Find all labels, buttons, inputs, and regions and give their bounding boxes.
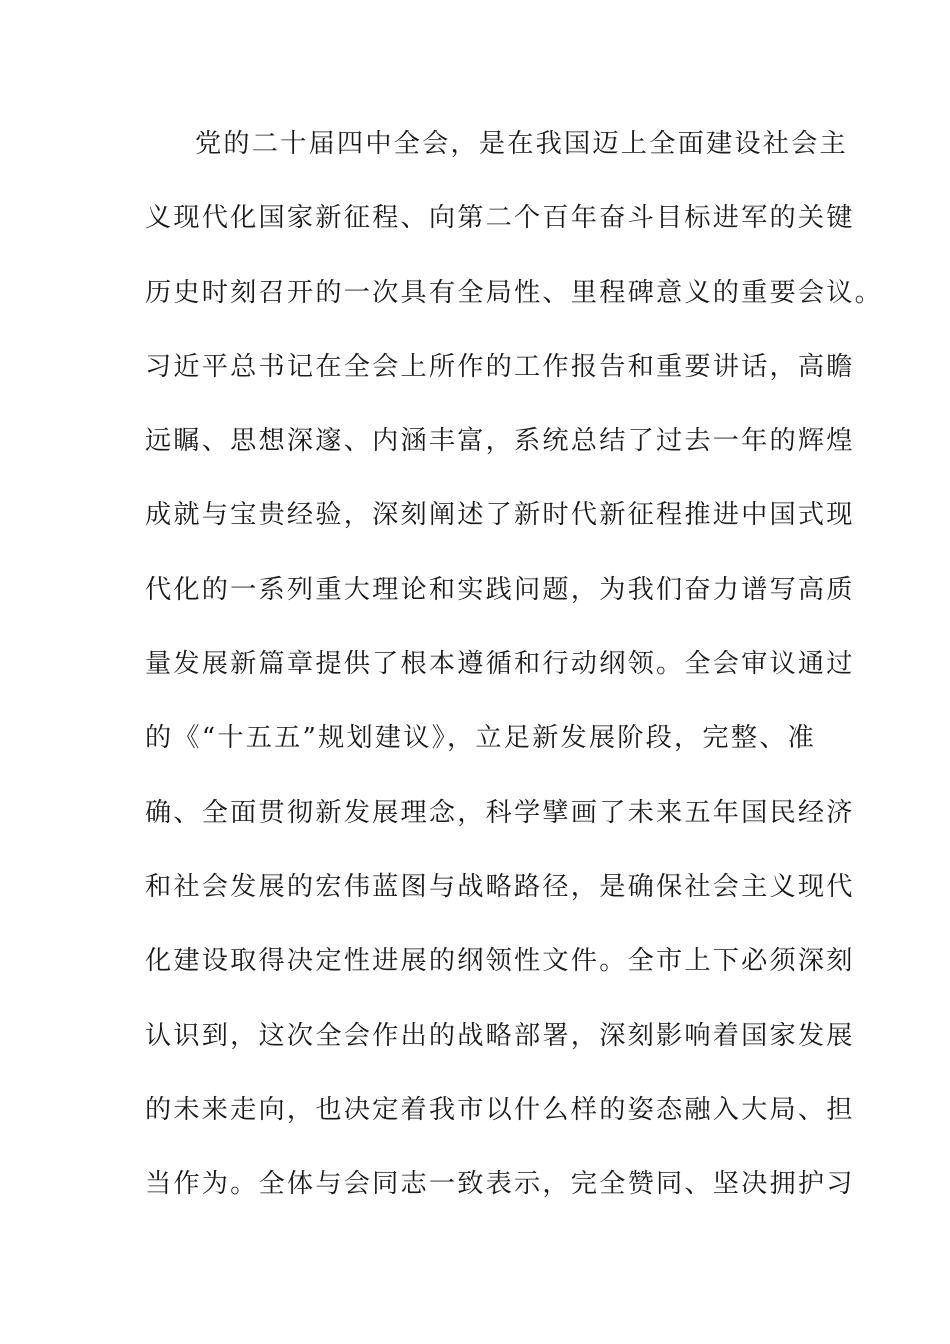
paragraph-line: 认识到，这次全会作出的战略部署，深刻影响着国家发展 bbox=[145, 1020, 855, 1051]
paragraph-line: 远瞩、思想深邃、内涵丰富，系统总结了过去一年的辉煌 bbox=[145, 426, 855, 457]
paragraph-line: 的未来走向，也决定着我市以什么样的姿态融入大局、担 bbox=[145, 1094, 855, 1125]
paragraph-line: 化建设取得决定性进展的纲领性文件。全市上下必须深刻 bbox=[145, 946, 855, 977]
paragraph-line: 的《“十五五”规划建议》，立足新发展阶段，完整、准 bbox=[145, 723, 816, 754]
paragraph-line: 当作为。全体与会同志一致表示，完全赞同、坚决拥护习 bbox=[145, 1169, 855, 1200]
paragraph-line: 成就与宝贵经验，深刻阐述了新时代新征程推进中国式现 bbox=[145, 500, 855, 531]
paragraph-line: 义现代化国家新征程、向第二个百年奋斗目标进军的关键 bbox=[145, 203, 855, 234]
paragraph-line: 党的二十届四中全会，是在我国迈上全面建设社会主 bbox=[195, 129, 848, 159]
paragraph-line: 历史时刻召开的一次具有全局性、里程碑意义的重要会议。 bbox=[145, 277, 884, 308]
paragraph-line: 习近平总书记在全会上所作的工作报告和重要讲话，高瞻 bbox=[145, 351, 855, 382]
body-paragraph bbox=[145, 124, 884, 1238]
paragraph-line: 和社会发展的宏伟蓝图与战略路径，是确保社会主义现代 bbox=[145, 871, 855, 902]
paragraph-line: 确、全面贯彻新发展理念，科学擘画了未来五年国民经济 bbox=[145, 797, 855, 828]
paragraph-line: 量发展新篇章提供了根本遵循和行动纲领。全会审议通过 bbox=[145, 649, 855, 680]
paragraph-line: 代化的一系列重大理论和实践问题，为我们奋力谱写高质 bbox=[145, 574, 855, 605]
